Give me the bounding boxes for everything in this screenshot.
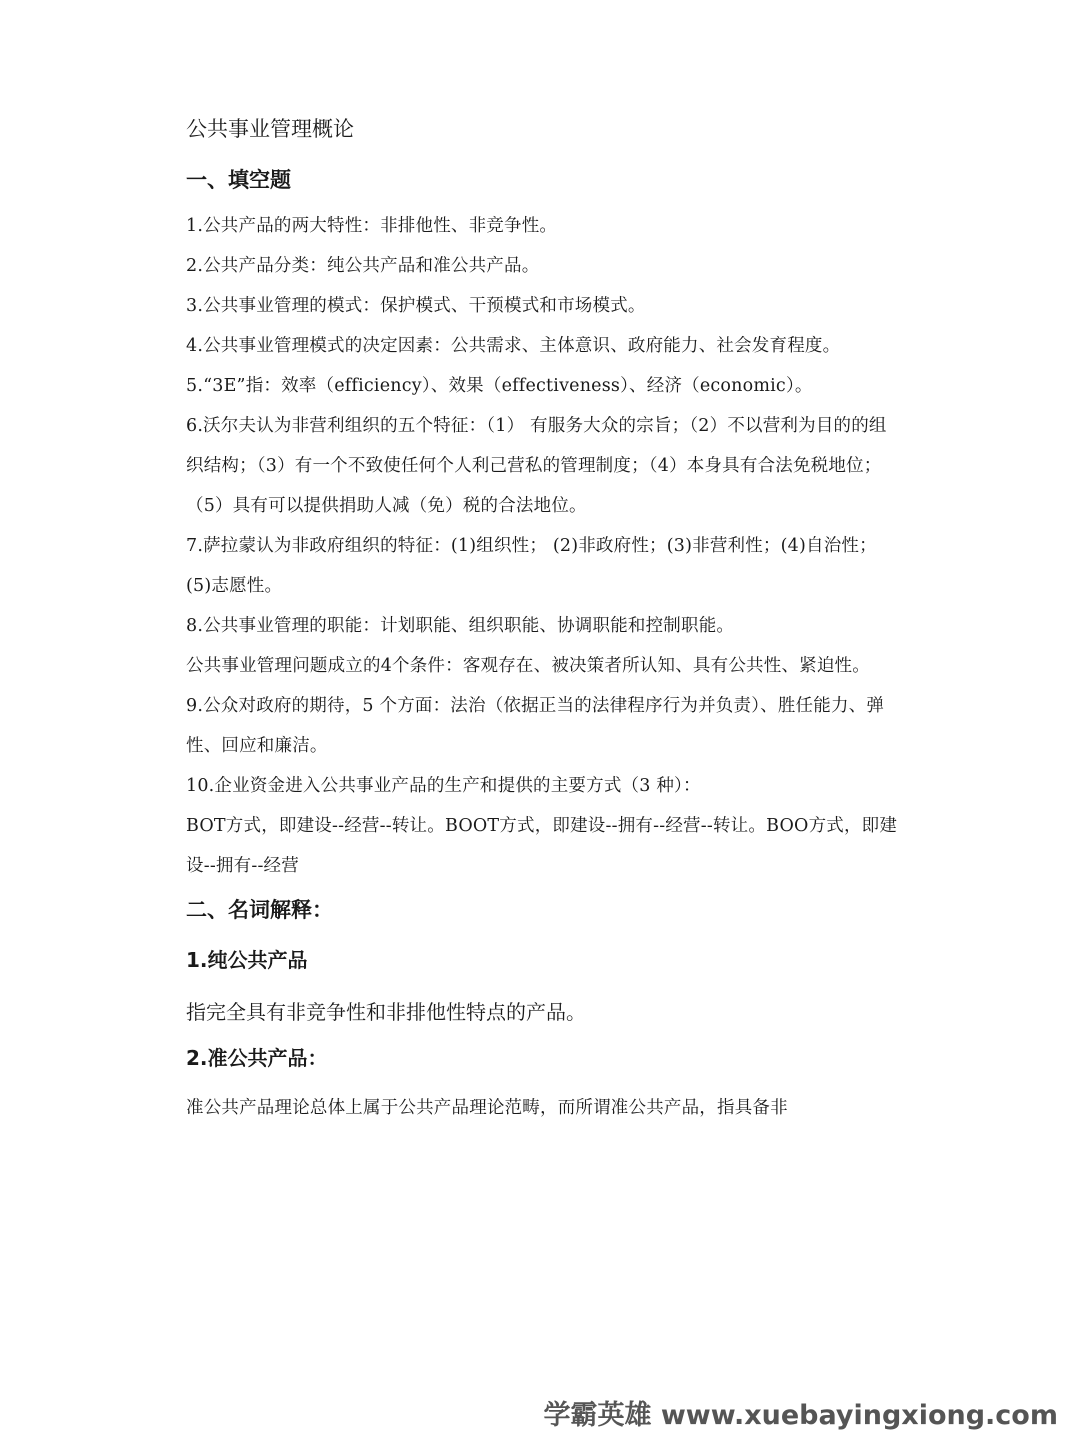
paragraph-4: 4.公共事业管理模式的决定因素：公共需求、主体意识、政府能力、社会发育程度。 <box>186 336 841 356</box>
paragraph-3: 3.公共事业管理的模式：保护模式、干预模式和市场模式。 <box>186 296 646 316</box>
paragraph-9: 9.公众对政府的期待，5 个方面：法治（依据正当的法律程序行为并负责）、胜任能力、弹性、回应和廉洁。 <box>186 696 885 756</box>
section-heading-fill-in: 一、填空题 <box>186 168 291 192</box>
document-page <box>186 106 898 1128</box>
paragraph-8: 8.公共事业管理的职能：计划职能、组织职能、协调职能和控制职能。 <box>186 616 735 636</box>
paragraph-1: 1.公共产品的两大特性：非排他性、非竞争性。 <box>186 216 558 236</box>
document-title: 公共事业管理概论 <box>186 117 354 141</box>
term-definition-quasi-public-goods: 准公共产品理论总体上属于公共产品理论范畴，而所谓准公共产品，指具备非 <box>186 1098 788 1118</box>
paragraph-2: 2.公共产品分类：纯公共产品和准公共产品。 <box>186 256 540 276</box>
term-definition-pure-public-goods: 指完全具有非竞争性和非排他性特点的产品。 <box>186 1000 586 1024</box>
paragraph-7: 7.萨拉蒙认为非政府组织的特征：(1)组织性； (2)非政府性；(3)非营利性；(4)自治性；(5)志愿性。 <box>186 536 877 596</box>
paragraph-8-conditions: 公共事业管理问题成立的4个条件：客观存在、被决策者所认知、具有公共性、紧迫性。 <box>186 656 870 676</box>
section-heading-terms: 二、名词解释： <box>186 898 333 922</box>
paragraph-10-modes: BOT方式，即建设--经营--转让。BOOT方式，即建设--拥有--经营--转让。BOO方式，即建设--拥有--经营 <box>186 816 898 876</box>
paragraph-6: 6.沃尔夫认为非营利组织的五个特征：（1） 有服务大众的宗旨；（2）不以营利为目的的组织结构；（3）有一个不致使任何个人利己营私的管理制度；（4）本身具有合法免税地位；（5）具有可以提供捐助人减（免）税的合法地位。 <box>186 416 887 516</box>
site-watermark: 学霸英雄 www.xuebayingxiong.com <box>543 1400 1058 1431</box>
paragraph-10: 10.企业资金进入公共事业产品的生产和提供的主要方式（3 种）： <box>186 776 701 796</box>
term-title-pure-public-goods: 1.纯公共产品 <box>186 948 308 972</box>
paragraph-5: 5.“3E”指：效率（efficiency）、效果（effectiveness）、经济（economic）。 <box>186 376 813 396</box>
term-title-quasi-public-goods: 2.准公共产品： <box>186 1046 328 1070</box>
